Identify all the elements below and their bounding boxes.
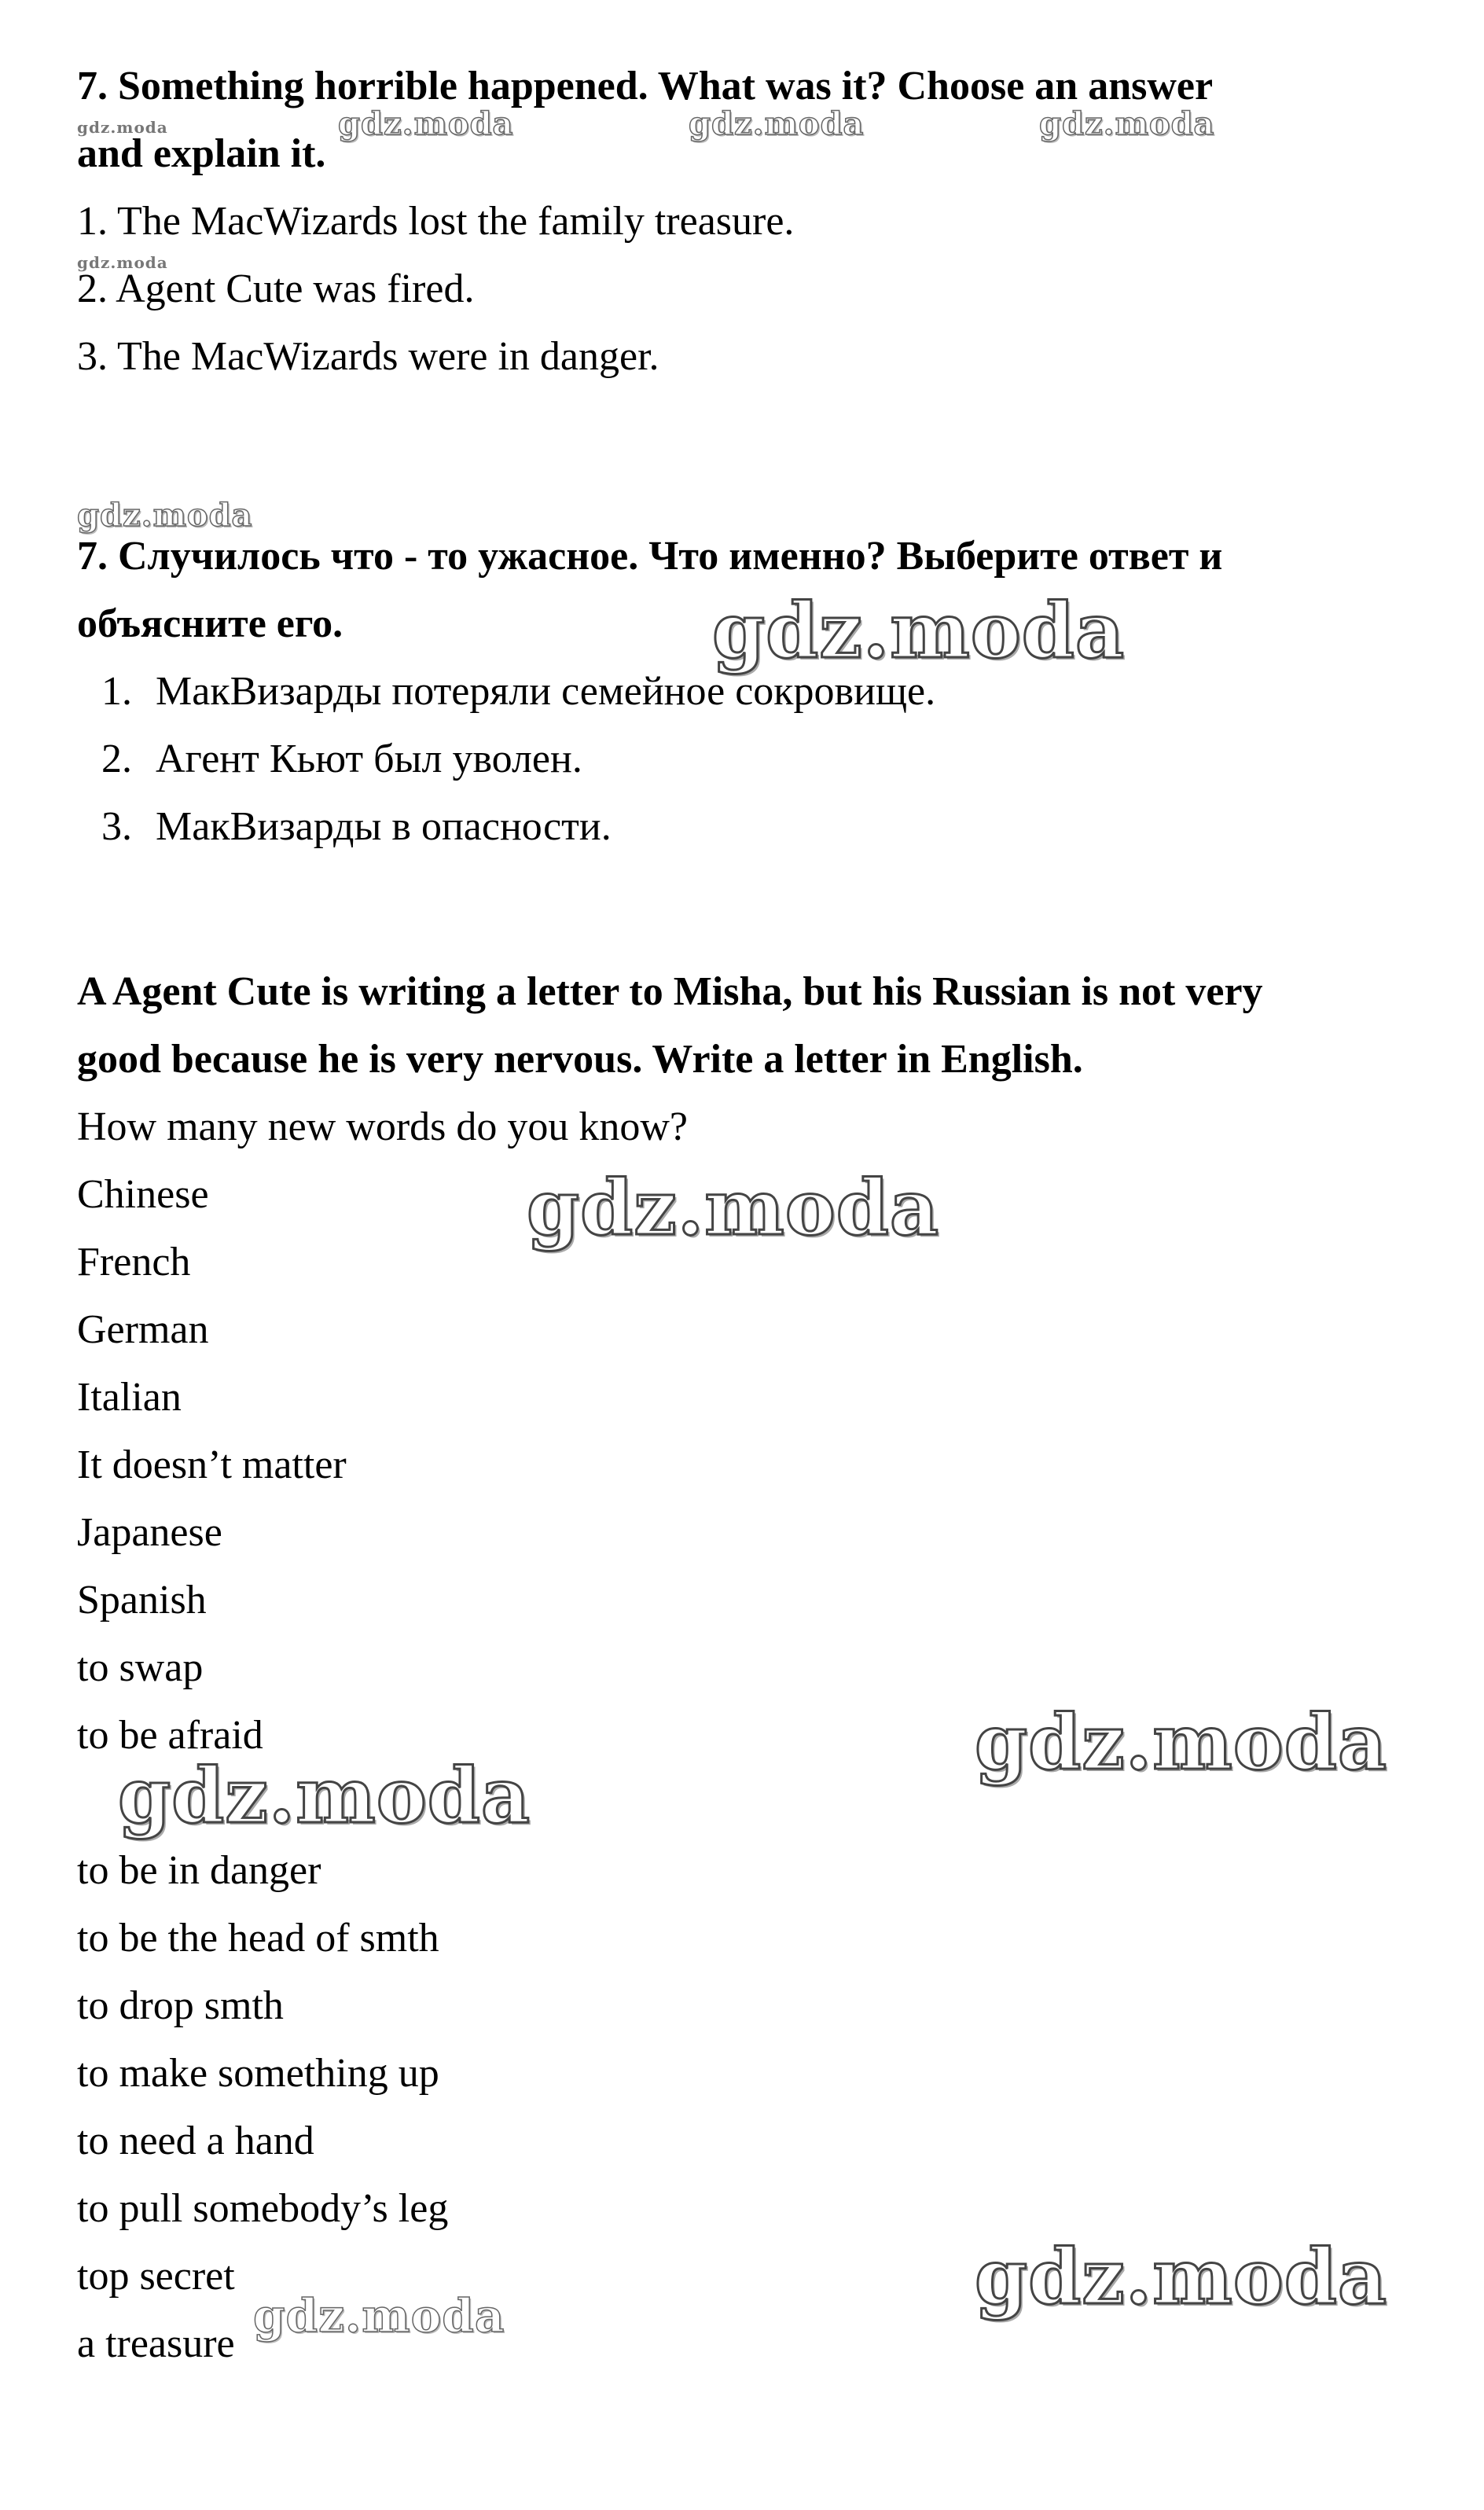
watermark-logo: gdz.moda [77,497,253,534]
vocab-item: to be the head of smth [77,1916,439,1961]
vocab-item: Spanish [77,1578,207,1622]
task7-ru-option-1 [77,668,935,715]
option-number: 2. [101,737,132,781]
watermark-logo: gdz.moda [253,2289,505,2343]
vocab-item: Chinese [77,1172,209,1217]
watermark-logo: gdz.moda [118,1751,531,1840]
option-text: МакВизарды потеряли семейное сокровище. [156,669,936,714]
task-a-heading-line1: A Agent Cute is writing a letter to Misha, but his Russian is not very [77,969,1263,1014]
watermark-logo: gdz.moda [527,1163,940,1252]
vocab-item: French [77,1240,191,1284]
option-text: Агент Кьют был уволен. [156,737,582,781]
vocab-item: to need a hand [77,2119,314,2163]
vocab-item: to pull somebody’s leg [77,2186,449,2231]
task7-ru-option-3 [77,803,612,851]
task7-ru-option-2 [77,736,582,783]
task7-en-heading-line2: and explain it. [77,131,326,176]
vocab-item: German [77,1307,209,1352]
task7-en-heading-line1: 7. Something horrible happened. What was it? Choose an answer [77,64,1214,108]
vocab-item: to drop smth [77,1983,284,2028]
vocab-item: to be in danger [77,1848,321,1893]
watermark-logo: gdz.moda [77,253,168,272]
task7-ru-heading-line1: 7. Случилось что - то ужасное. Что именно? Выберите ответ и [77,534,1223,579]
task-a-heading-line2: good because he is very nervous. Write a letter in English. [77,1037,1083,1082]
task7-en-option-1: 1. The MacWizards lost the family treasure. [77,199,795,244]
watermark-logo: gdz.moda [712,586,1126,675]
task-a-question: How many new words do you know? [77,1104,689,1149]
watermark-logo: gdz.moda [975,1698,1388,1787]
watermark-logo: gdz.moda [338,105,514,142]
vocab-item: to swap [77,1645,204,1690]
vocab-item: to be afraid [77,1713,263,1758]
option-number: 3. [101,804,132,849]
task7-en-option-3: 3. The MacWizards were in danger. [77,334,659,379]
vocab-item: top secret [77,2254,235,2299]
option-text: МакВизарды в опасности. [156,804,612,849]
vocab-item: It doesn’t matter [77,1442,347,1487]
watermark-logo: gdz.moda [1039,105,1215,142]
task7-ru-heading-line2: объясните его. [77,601,343,646]
vocab-item: Italian [77,1375,182,1420]
watermark-logo: gdz.moda [689,105,865,142]
watermark-logo: gdz.moda [77,118,168,137]
vocab-item: a treasure [77,2321,235,2366]
task7-en-option-2: 2. Agent Cute was fired. [77,266,475,311]
option-number: 1. [101,669,132,714]
watermark-logo: gdz.moda [975,2233,1388,2321]
vocab-item: to make something up [77,2051,439,2096]
vocab-item: Japanese [77,1510,222,1555]
